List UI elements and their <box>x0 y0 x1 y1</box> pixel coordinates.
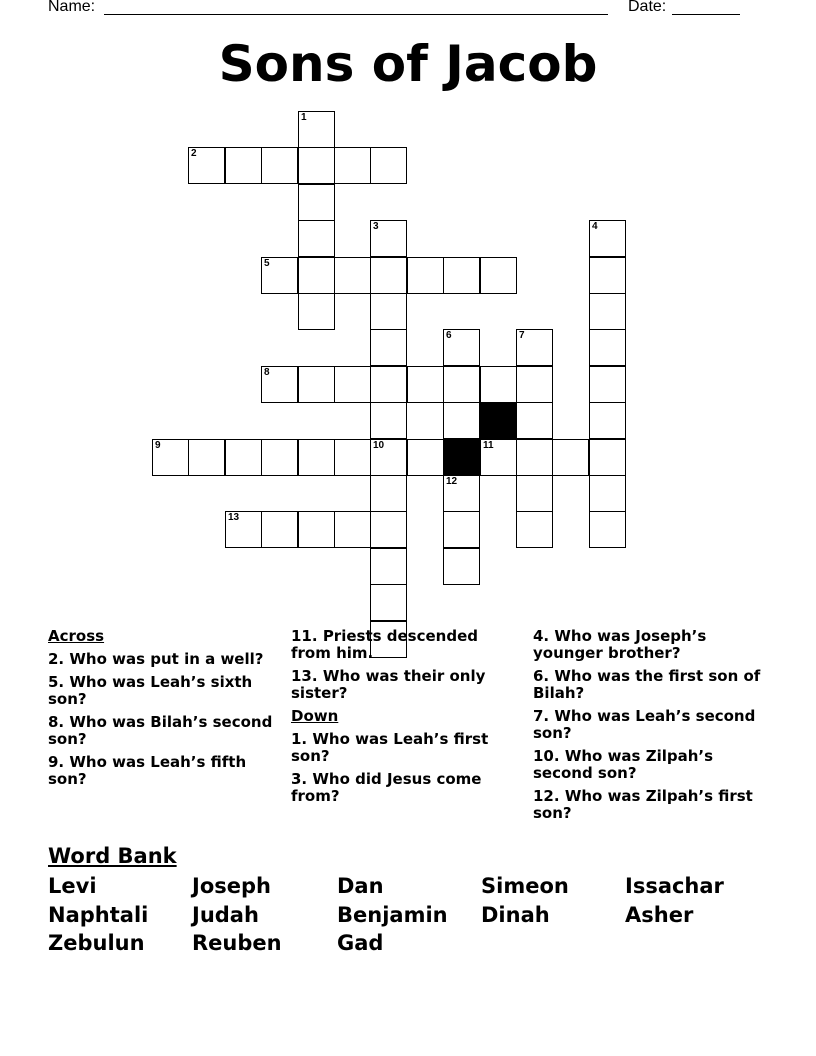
grid-cell[interactable] <box>443 548 480 585</box>
grid-cell[interactable] <box>443 329 480 366</box>
clues-column-2 <box>291 628 521 811</box>
clue-down-6: 6. Who was the first son of Bilah? <box>533 667 761 702</box>
word-bank-item: Asher <box>625 903 694 927</box>
grid-cell[interactable] <box>480 366 517 403</box>
clue-across-5: 5. Who was Leah’s sixth son? <box>48 673 253 708</box>
clue-down-7: 7. Who was Leah’s second son? <box>533 707 756 742</box>
grid-cell[interactable] <box>298 511 335 548</box>
grid-cell[interactable] <box>370 329 407 366</box>
word-bank-item: Zebulun <box>48 931 145 955</box>
date-label: Date: <box>628 0 667 15</box>
grid-cell[interactable] <box>334 439 371 476</box>
grid-cell[interactable] <box>370 220 407 257</box>
clue-across-9: 9. Who was Leah’s fifth son? <box>48 753 247 788</box>
clue-down-1: 1. Who was Leah’s first son? <box>291 730 489 765</box>
grid-cell[interactable] <box>298 366 335 403</box>
grid-cell[interactable] <box>443 511 480 548</box>
grid-cell[interactable] <box>407 366 444 403</box>
page-title: Sons of Jacob <box>218 35 598 93</box>
black-square <box>443 439 480 476</box>
name-label: Name: <box>48 0 96 15</box>
grid-cell[interactable] <box>589 329 626 366</box>
grid-cell[interactable] <box>589 366 626 403</box>
grid-cell[interactable] <box>370 548 407 585</box>
word-bank-item: Dinah <box>481 903 550 927</box>
grid-cell[interactable] <box>443 475 480 512</box>
clue-number: 7 <box>519 330 525 341</box>
grid-cell[interactable] <box>589 402 626 439</box>
word-bank-item: Judah <box>192 903 259 927</box>
grid-cell[interactable] <box>261 366 298 403</box>
grid-cell[interactable] <box>334 366 371 403</box>
grid-cell[interactable] <box>298 184 335 221</box>
grid-cell[interactable] <box>298 147 335 184</box>
grid-cell[interactable] <box>370 511 407 548</box>
grid-cell[interactable] <box>370 439 407 476</box>
grid-cell[interactable] <box>589 293 626 330</box>
grid-cell[interactable] <box>370 584 407 621</box>
word-bank-item: Gad <box>337 931 384 955</box>
grid-cell[interactable] <box>261 257 298 294</box>
grid-cell[interactable] <box>225 511 262 548</box>
grid-cell[interactable] <box>589 257 626 294</box>
grid-cell[interactable] <box>334 147 371 184</box>
word-bank-item: Naphtali <box>48 903 149 927</box>
clue-across-2: 2. Who was put in a well? <box>48 650 264 668</box>
grid-cell[interactable] <box>188 147 225 184</box>
word-bank-item: Joseph <box>192 874 271 898</box>
clue-down-12: 12. Who was Zilpah’s first son? <box>533 787 753 822</box>
grid-cell[interactable] <box>552 439 589 476</box>
grid-cell[interactable] <box>480 439 517 476</box>
grid-cell[interactable] <box>188 439 225 476</box>
word-bank-item: Dan <box>337 874 384 898</box>
grid-cell[interactable] <box>298 111 335 148</box>
grid-cell[interactable] <box>516 329 553 366</box>
clues-column-1 <box>48 628 278 794</box>
word-bank-item: Reuben <box>192 931 282 955</box>
clue-number: 1 <box>301 112 307 123</box>
grid-cell[interactable] <box>334 511 371 548</box>
grid-cell[interactable] <box>589 220 626 257</box>
clue-number: 4 <box>592 221 598 232</box>
clue-number: 8 <box>264 367 270 378</box>
grid-cell[interactable] <box>298 220 335 257</box>
across-heading: Across <box>48 627 105 645</box>
grid-cell[interactable] <box>261 511 298 548</box>
clue-number: 12 <box>446 476 458 487</box>
word-bank-title: Word Bank <box>48 844 177 868</box>
down-heading: Down <box>291 707 339 725</box>
grid-cell[interactable] <box>298 257 335 294</box>
clue-down-10: 10. Who was Zilpah’s second son? <box>533 747 714 782</box>
clue-number: 5 <box>264 258 270 269</box>
grid-cell[interactable] <box>589 475 626 512</box>
clue-number: 10 <box>373 440 385 451</box>
grid-cell[interactable] <box>370 475 407 512</box>
grid-cell[interactable] <box>152 439 189 476</box>
grid-cell[interactable] <box>443 402 480 439</box>
clue-down-4: 4. Who was Joseph’s younger brother? <box>533 627 707 662</box>
grid-cell[interactable] <box>334 257 371 294</box>
clue-number: 13 <box>228 512 240 523</box>
clue-number: 9 <box>155 440 161 451</box>
grid-cell[interactable] <box>370 402 407 439</box>
clue-down-3: 3. Who did Jesus come from? <box>291 770 482 805</box>
grid-cell[interactable] <box>298 439 335 476</box>
grid-cell[interactable] <box>516 366 553 403</box>
grid-cell[interactable] <box>261 439 298 476</box>
grid-cell[interactable] <box>370 293 407 330</box>
grid-cell[interactable] <box>480 257 517 294</box>
word-bank-item: Simeon <box>481 874 569 898</box>
grid-cell[interactable] <box>370 257 407 294</box>
clue-across-8: 8. Who was Bilah’s second son? <box>48 713 273 748</box>
grid-cell[interactable] <box>407 439 444 476</box>
clue-number: 2 <box>191 148 197 159</box>
grid-cell[interactable] <box>589 511 626 548</box>
clues-column-3 <box>533 628 763 828</box>
word-bank-item: Benjamin <box>337 903 448 927</box>
grid-cell[interactable] <box>407 257 444 294</box>
grid-cell[interactable] <box>443 257 480 294</box>
word-bank-item: Levi <box>48 874 97 898</box>
grid-cell[interactable] <box>225 439 262 476</box>
grid-cell[interactable] <box>589 439 626 476</box>
grid-cell[interactable] <box>225 147 262 184</box>
clue-number: 6 <box>446 330 452 341</box>
grid-cell[interactable] <box>370 147 407 184</box>
grid-cell[interactable] <box>298 293 335 330</box>
black-square <box>480 402 517 439</box>
clue-across-13: 13. Who was their only sister? <box>291 667 486 702</box>
word-bank-item: Issachar <box>625 874 724 898</box>
grid-cell[interactable] <box>443 366 480 403</box>
grid-cell[interactable] <box>516 402 553 439</box>
grid-cell[interactable] <box>516 511 553 548</box>
clue-number: 11 <box>483 440 494 451</box>
grid-cell[interactable] <box>261 147 298 184</box>
clue-across-11: 11. Priests descended from him. <box>291 627 478 662</box>
grid-cell[interactable] <box>370 366 407 403</box>
grid-cell[interactable] <box>516 439 553 476</box>
grid-cell[interactable] <box>516 475 553 512</box>
clue-number: 3 <box>373 221 379 232</box>
